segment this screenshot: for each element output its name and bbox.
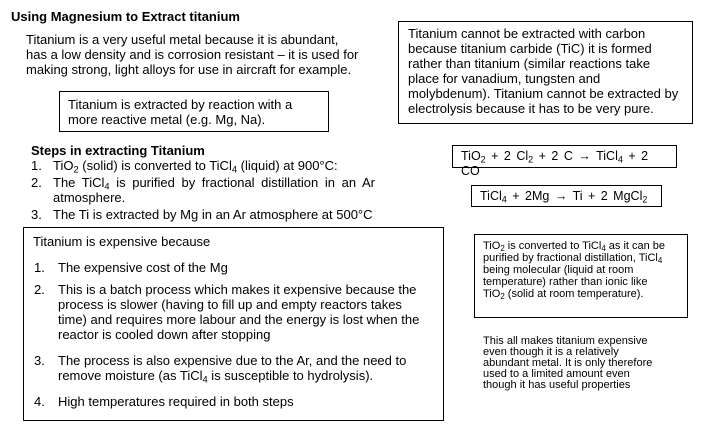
extraction-line: Titanium is extracted by reaction with a [68, 97, 293, 112]
carbon-line: because titanium carbide (TiC) it is formed [408, 41, 652, 56]
expense-number: 3. [34, 353, 45, 368]
steps-heading: Steps in extracting Titanium [31, 143, 205, 158]
expense-heading: Titanium is expensive because [33, 234, 211, 249]
expense-item [34, 353, 433, 385]
extraction-line: more reactive metal (e.g. Mg, Na). [68, 112, 266, 127]
equation-chlorination: TiO$_2$ + 2 $Cl_2 + 2$ C → TiCl$_4$ + 2 CO [452, 145, 677, 168]
equation-reduction: TiCl$_4$ + 2Mg → Ti + 2 MgCl$_2$ [471, 185, 662, 207]
expense-number: 1. [34, 260, 45, 275]
intro-paragraph [26, 32, 376, 77]
step-text: TiO$_2$ (solid) is converted to TiCl$_4$ (liquid) at 900°C: [53, 158, 338, 175]
note-line: being molecular (liquid at room [483, 264, 634, 276]
summary-line: abundant metal. It is only therefore [483, 357, 653, 369]
step-number: 1. [31, 158, 42, 173]
carbon-line: Titanium cannot be extracted with carbon [408, 26, 646, 41]
summary-line: This all makes titanium expensive [483, 335, 648, 347]
step-number: 2. [31, 175, 42, 190]
carbon-extraction-box [398, 21, 693, 124]
expense-number: 4. [34, 394, 45, 409]
note-line: temperature) rather than ionic like [483, 276, 648, 288]
carbon-line: rather than titanium (similar reactions take [408, 56, 651, 71]
note-line: TiO$_2$ is converted to TiCl$_4$ as it can be [483, 240, 666, 253]
expense-item [34, 282, 433, 344]
summary-text [483, 336, 693, 391]
note-line: purified by fractional distillation, TiCl$_4$ [483, 252, 663, 265]
expense-reasons-box [23, 227, 444, 421]
carbon-line: place for vanadium, tungsten and [408, 71, 601, 86]
summary-line: though it has useful properties [483, 379, 631, 391]
expense-text: The process is also expensive due to the Ar, and the need to remove moisture (as TiCl$_4$ is susceptible to hydrolysis). [58, 353, 407, 385]
summary-line: even though it is a relatively [483, 346, 619, 358]
purification-note-box [474, 234, 688, 318]
expense-number: 2. [34, 282, 45, 297]
steps-list [31, 158, 406, 224]
expense-text: The expensive cost of the Mg [58, 260, 228, 275]
step-text: The TiCl$_4$ is purified by fractional distillation in an Ar [53, 175, 375, 192]
note-line: TiO$_2$ (solid at room temperature). [483, 288, 644, 301]
carbon-line: molybdenum). Titanium cannot be extracted by [408, 86, 679, 101]
intro-line: has a low density and is corrosion resistant – it is used for [26, 47, 359, 62]
summary-line: used to a limited amount even [483, 368, 630, 380]
step-text-continued: atmosphere. [53, 190, 126, 205]
expense-text: This is a batch process which makes it expensive because the process is slower (having to fill up and empty reactors takes time) and requires more labour and the energy is lost when the reactor is cooled down after stopping [58, 282, 420, 342]
extraction-method-box [59, 91, 329, 132]
step-number: 3. [31, 207, 42, 222]
carbon-line: electrolysis because it has to be very pure. [408, 101, 654, 116]
page-title: Using Magnesium to Extract titanium [11, 9, 240, 24]
expense-text: High temperatures required in both steps [58, 394, 294, 409]
intro-line: making strong, light alloys for use in aircraft for example. [26, 62, 352, 77]
step-text: The Ti is extracted by Mg in an Ar atmosphere at 500°C [53, 207, 373, 222]
intro-line: Titanium is a very useful metal because it is abundant, [26, 32, 339, 47]
